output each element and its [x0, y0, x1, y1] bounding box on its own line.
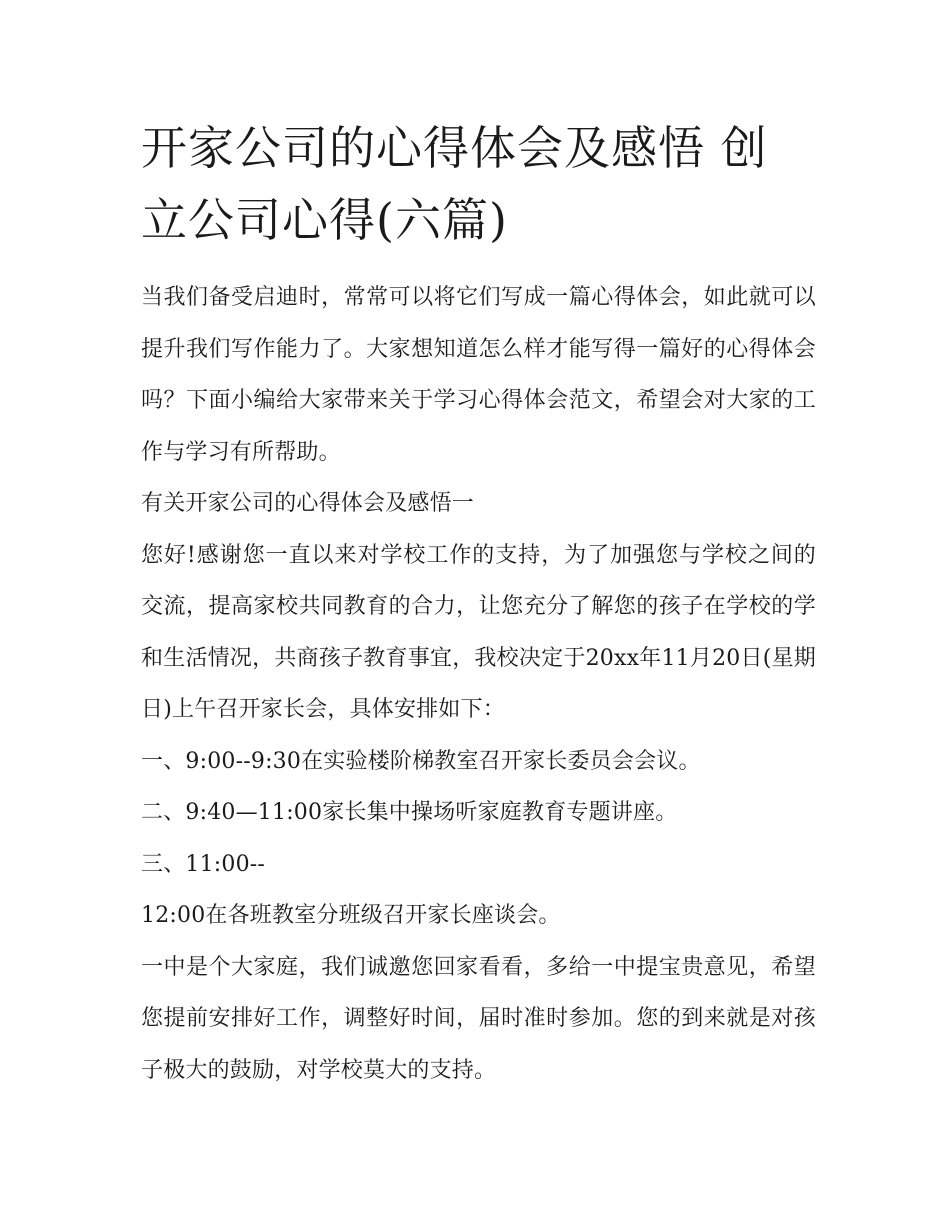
letter-paragraph: 您好!感谢您一直以来对学校工作的支持，为了加强您与学校之间的交流，提高家校共同教育的合力，让您充分了解您的孩子在学校的学和生活情况，共商孩子教育事宜，我校决定于20xx年11月20日(星期日)上午召开家长会，具体安排如下： — [141, 542, 816, 722]
schedule-item-3-end: 12:00在各班教室分班级召开家长座谈会。 — [141, 903, 561, 928]
section-heading: 有关开家公司的心得体会及感悟一 — [141, 491, 475, 516]
schedule-item-2: 二、9:40—11:00家长集中操场听家庭教育专题讲座。 — [141, 800, 678, 825]
closing-paragraph: 一中是个大家庭，我们诚邀您回家看看，多给一中提宝贵意见，希望您提前安排好工作，调整好时间，届时准时参加。您的到来就是对孩子极大的鼓励，对学校莫大的支持。 — [141, 954, 816, 1083]
document-title: 开家公司的心得体会及感悟 创立公司心得(六篇) — [141, 121, 768, 247]
schedule-item-3-start: 三、11:00-- — [141, 851, 266, 877]
schedule-item-1: 一、9:00--9:30在实验楼阶梯教室召开家长委员会会议。 — [141, 748, 701, 774]
document-content — [141, 112, 816, 1096]
intro-paragraph: 当我们备受启迪时，常常可以将它们写成一篇心得体会，如此就可以提升我们写作能力了。大家想知道怎么样才能写得一篇好的心得体会吗？下面小编给大家带来关于学习心得体会范文，希望会对大家的工作与学习有所帮助。 — [141, 285, 816, 465]
document-body — [141, 272, 816, 1096]
